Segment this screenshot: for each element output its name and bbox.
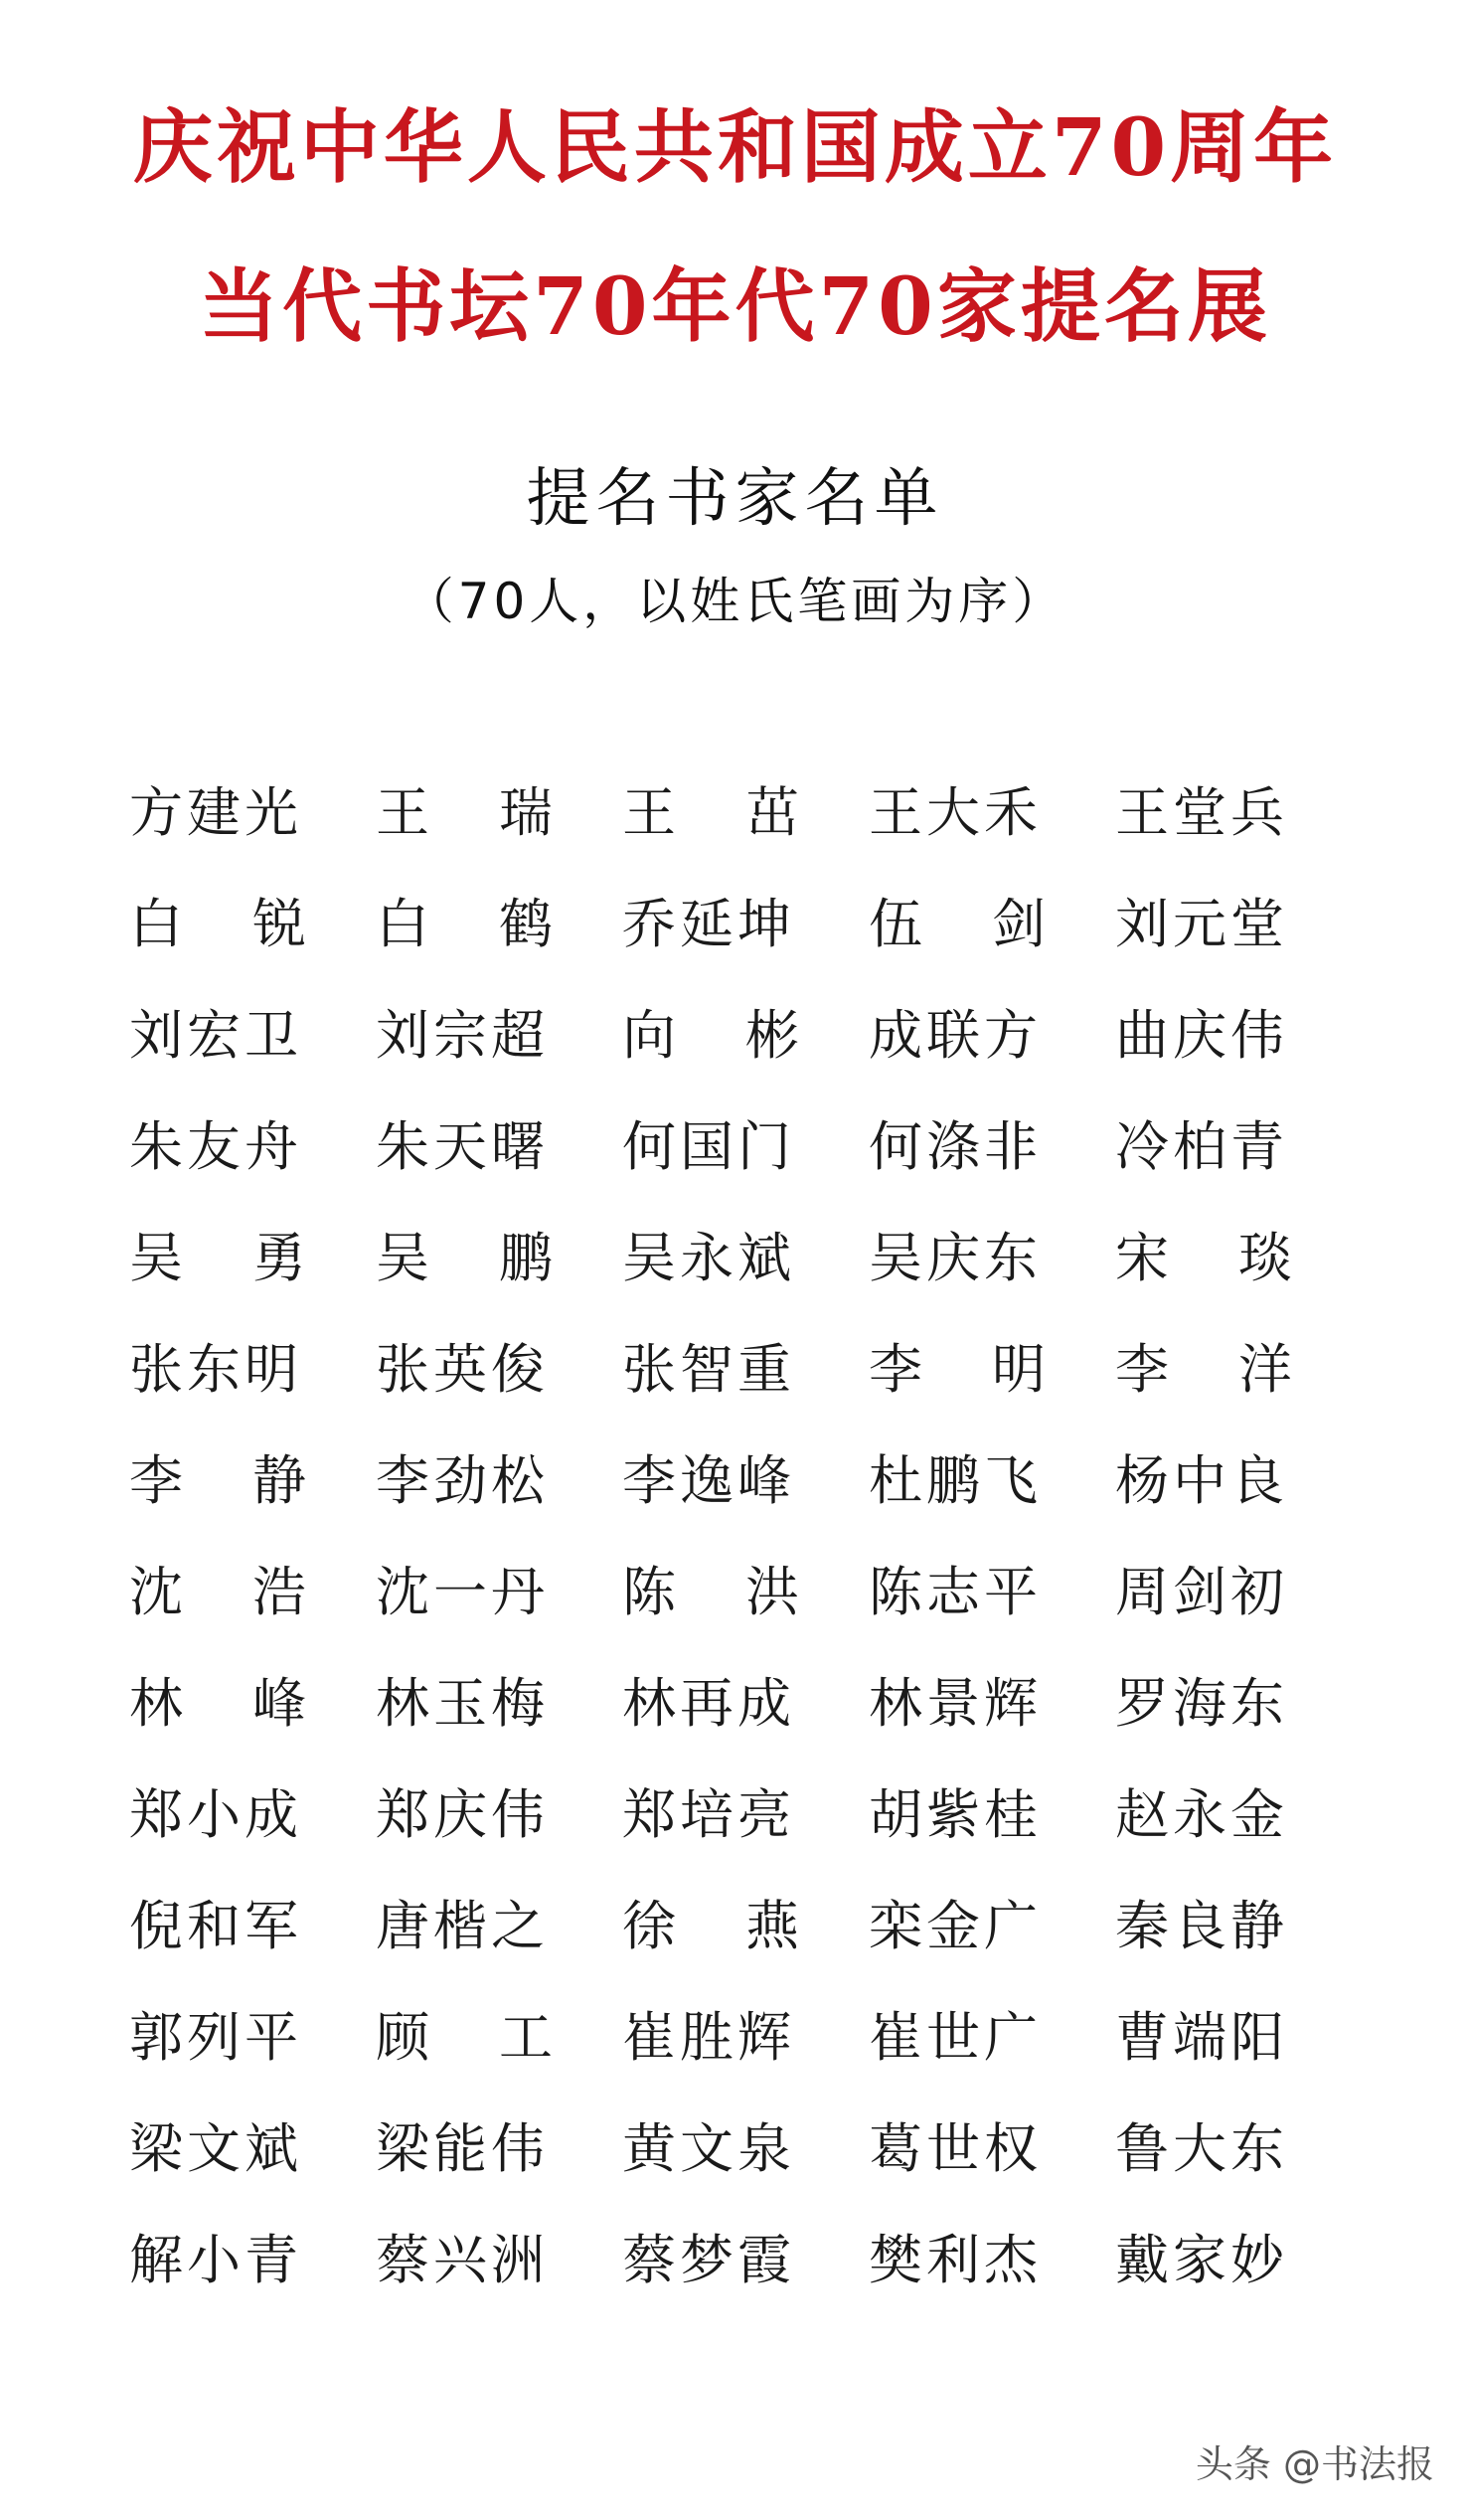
name-row [129,2094,1362,2205]
name-cell: 李劲松 [376,1449,549,1512]
name-cell: 解小青 [129,2229,302,2291]
name-cell: 刘元堂 [1115,893,1288,955]
name-cell: 何涤非 [869,1115,1042,1178]
name-cell: 白鹤 [376,893,622,955]
name-cell: 杨中良 [1115,1449,1288,1512]
name-cell: 葛世权 [869,2117,1042,2180]
name-cell: 崔世广 [869,2006,1042,2069]
page-title-line-2: 当代书坛70年代70家提名展 [199,259,1271,353]
name-cell: 郑小成 [129,1783,302,1846]
name-row [129,1648,1362,1760]
name-cell: 王茁 [622,781,869,844]
name-cell: 刘宗超 [376,1004,549,1067]
name-cell: 樊利杰 [869,2229,1042,2291]
name-cell: 顾工 [376,2006,622,2069]
name-cell: 蔡梦霞 [622,2229,795,2291]
name-cell: 林景辉 [869,1672,1042,1735]
name-cell: 林再成 [622,1672,795,1735]
name-cell: 宋琰 [1115,1227,1362,1289]
name-cell: 陈洪 [622,1561,869,1623]
name-cell: 朱天曙 [376,1115,549,1178]
name-row [129,1760,1362,1871]
name-row [129,2205,1362,2316]
name-cell: 朱友舟 [129,1115,302,1178]
name-row [129,1203,1362,1314]
list-note: （70人，以姓氏笔画为序） [404,573,1066,630]
name-cell: 冷柏青 [1115,1115,1288,1178]
name-cell: 向彬 [622,1004,869,1067]
name-row [129,1314,1362,1426]
name-cell: 李洋 [1115,1338,1362,1401]
name-cell: 赵永金 [1115,1783,1288,1846]
name-row [129,1871,1362,1982]
name-cell: 刘宏卫 [129,1004,302,1067]
list-heading: 提名书家名单 [526,462,944,536]
name-cell: 林峰 [129,1672,376,1735]
name-cell: 吴庆东 [869,1227,1042,1289]
name-cell: 曲庆伟 [1115,1004,1288,1067]
name-cell: 周剑初 [1115,1561,1288,1623]
name-cell: 黄文泉 [622,2117,795,2180]
name-cell: 沈一丹 [376,1561,549,1623]
name-cell: 胡紫桂 [869,1783,1042,1846]
name-cell: 梁文斌 [129,2117,302,2180]
name-cell: 张智重 [622,1338,795,1401]
name-row [129,1537,1362,1648]
name-row [129,1426,1362,1537]
page-title-line-1: 庆祝中华人民共和国成立70周年 [132,100,1338,194]
name-cell: 乔延坤 [622,893,795,955]
name-cell: 蔡兴洲 [376,2229,549,2291]
name-cell: 张东明 [129,1338,302,1401]
name-cell: 张英俊 [376,1338,549,1401]
name-row [129,869,1362,980]
name-cell: 伍剑 [869,893,1115,955]
name-cell: 林玉梅 [376,1672,549,1735]
name-cell: 李静 [129,1449,376,1512]
name-grid [129,757,1362,2316]
name-cell: 李明 [869,1338,1115,1401]
name-cell: 栾金广 [869,1895,1042,1957]
name-cell: 鲁大东 [1115,2117,1288,2180]
name-cell: 郑庆伟 [376,1783,549,1846]
name-cell: 杜鹏飞 [869,1449,1042,1512]
name-row [129,757,1362,869]
name-cell: 唐楷之 [376,1895,549,1957]
name-row [129,1092,1362,1203]
name-cell: 李逸峰 [622,1449,795,1512]
name-row [129,980,1362,1092]
name-row [129,1982,1362,2094]
name-cell: 吴鹏 [376,1227,622,1289]
name-cell: 秦良静 [1115,1895,1288,1957]
name-cell: 白锐 [129,893,376,955]
name-cell: 郑培亮 [622,1783,795,1846]
name-cell: 吴永斌 [622,1227,795,1289]
name-cell: 方建光 [129,781,302,844]
name-cell: 成联方 [869,1004,1042,1067]
name-cell: 沈浩 [129,1561,376,1623]
name-cell: 王堂兵 [1115,781,1288,844]
source-watermark: 头条 @书法报 [1195,2442,1434,2486]
name-cell: 吴勇 [129,1227,376,1289]
name-cell: 崔胜辉 [622,2006,795,2069]
name-cell: 郭列平 [129,2006,302,2069]
name-cell: 倪和军 [129,1895,302,1957]
name-cell: 戴家妙 [1115,2229,1288,2291]
name-cell: 陈志平 [869,1561,1042,1623]
name-cell: 罗海东 [1115,1672,1288,1735]
name-cell: 徐燕 [622,1895,869,1957]
name-cell: 何国门 [622,1115,795,1178]
name-cell: 王大禾 [869,781,1042,844]
name-cell: 王瑞 [376,781,622,844]
name-cell: 曹端阳 [1115,2006,1288,2069]
name-cell: 梁能伟 [376,2117,549,2180]
